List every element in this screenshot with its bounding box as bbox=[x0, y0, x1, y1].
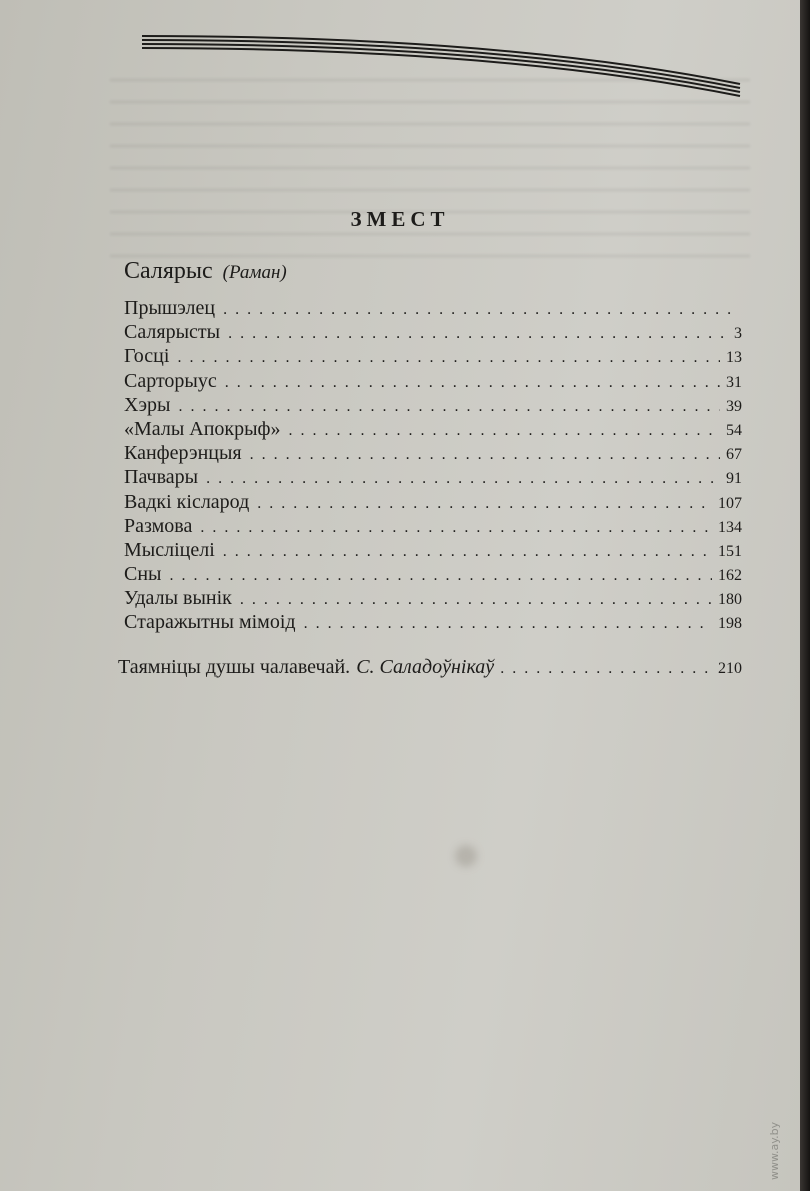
chapter-title: Прышэлец bbox=[124, 297, 216, 319]
toc-entry bbox=[124, 393, 742, 417]
chapter-title: Сарторыус bbox=[124, 369, 217, 392]
dot-leader bbox=[200, 516, 712, 540]
toc-entry bbox=[124, 296, 742, 320]
dot-leader bbox=[257, 492, 712, 516]
afterword-page-number: 210 bbox=[718, 660, 742, 677]
chapter-page-number: 151 bbox=[718, 542, 742, 560]
chapter-title: Хэры bbox=[124, 393, 171, 416]
afterword-entry bbox=[118, 656, 742, 679]
afterword-title: Таямніцы душы чалавечай. bbox=[118, 656, 351, 678]
chapter-title: Пачвары bbox=[124, 466, 199, 489]
chapter-page-number: 180 bbox=[718, 591, 742, 609]
toc-entry bbox=[124, 610, 742, 634]
chapter-page-number: 67 bbox=[726, 446, 742, 464]
chapter-list bbox=[124, 296, 742, 635]
chapter-page-number: 198 bbox=[718, 615, 742, 633]
novel-heading bbox=[124, 258, 287, 285]
chapter-title: Размова bbox=[124, 514, 193, 537]
dot-leader bbox=[228, 322, 728, 346]
paper-stain bbox=[455, 845, 477, 867]
chapter-title: Вадкі кісларод bbox=[124, 490, 250, 513]
dot-leader bbox=[169, 564, 712, 588]
dot-leader bbox=[500, 660, 712, 678]
toc-entry bbox=[124, 586, 742, 610]
chapter-title: Старажытны мімоід bbox=[124, 611, 296, 634]
dot-leader bbox=[289, 419, 720, 443]
chapter-page-number: 54 bbox=[726, 421, 742, 439]
dot-leader bbox=[250, 443, 720, 467]
chapter-title: Удалы вынік bbox=[124, 587, 232, 610]
dot-leader bbox=[240, 588, 712, 612]
toc-entry bbox=[124, 490, 742, 514]
chapter-page-number: 107 bbox=[718, 494, 742, 512]
chapter-page-number: 91 bbox=[726, 470, 742, 488]
decorative-rule-ornament bbox=[140, 26, 750, 106]
toc-entry bbox=[124, 562, 742, 586]
chapter-title: «Малы Апокрыф» bbox=[124, 417, 281, 440]
page-edge-shadow bbox=[800, 0, 810, 1191]
chapter-title: Госці bbox=[124, 345, 170, 368]
chapter-page-number: 31 bbox=[726, 373, 742, 391]
chapter-title: Мысліцелі bbox=[124, 538, 215, 561]
toc-entry bbox=[124, 344, 742, 368]
dot-leader bbox=[223, 298, 736, 322]
toc-entry bbox=[124, 417, 742, 441]
toc-entry bbox=[124, 538, 742, 562]
toc-title: ЗМЕСТ bbox=[350, 207, 450, 231]
chapter-page-number: 134 bbox=[718, 518, 742, 536]
toc-entry bbox=[124, 465, 742, 489]
afterword-author: С. Саладоўнікаў bbox=[356, 656, 495, 678]
toc-entry bbox=[124, 320, 742, 344]
chapter-page-number: 162 bbox=[718, 567, 742, 585]
chapter-title: Салярысты bbox=[124, 321, 221, 344]
novel-subtitle: (Раман) bbox=[222, 262, 287, 283]
toc-entry bbox=[124, 369, 742, 393]
chapter-page-number: 39 bbox=[726, 397, 742, 415]
chapter-page-number: 3 bbox=[734, 325, 742, 343]
chapter-page-number: 13 bbox=[726, 349, 742, 367]
watermark: www.ay.by bbox=[768, 1121, 781, 1180]
dot-leader bbox=[206, 467, 720, 491]
chapter-title: Сны bbox=[124, 563, 162, 586]
toc-entry bbox=[124, 441, 742, 465]
dot-leader bbox=[223, 540, 712, 564]
novel-title: Салярыс bbox=[124, 258, 213, 284]
chapter-title: Канферэнцыя bbox=[124, 442, 242, 465]
dot-leader bbox=[177, 346, 720, 370]
dot-leader bbox=[178, 395, 720, 419]
dot-leader bbox=[225, 371, 720, 395]
dot-leader bbox=[304, 612, 712, 636]
toc-entry bbox=[124, 514, 742, 538]
